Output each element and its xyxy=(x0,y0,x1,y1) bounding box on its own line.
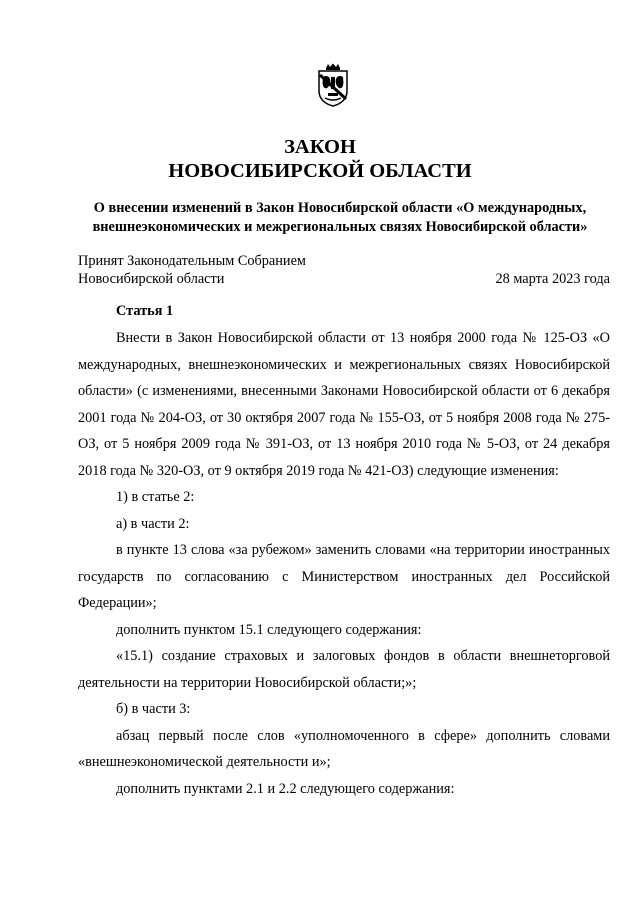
paragraph: б) в части 3: xyxy=(116,701,191,717)
paragraph: дополнить пунктами 2.1 и 2.2 следующего содержания: xyxy=(116,780,455,797)
adoption-line-2: Новосибирской области xyxy=(78,271,225,287)
adoption-date: 28 марта 2023 года xyxy=(495,271,610,287)
law-subtitle: О внесении изменений в Закон Новосибирской области «О международных, внешнеэкономических и межрегиональных связях Новосибирской области» xyxy=(92,200,588,235)
adoption-line-1: Принят Законодательным Собранием xyxy=(78,253,306,269)
article-heading: Статья 1 xyxy=(116,303,174,319)
adoption-line-2-row xyxy=(78,270,610,288)
law-title-line1: ЗАКОН xyxy=(284,136,356,158)
paragraph: 1) в статье 2: xyxy=(116,489,195,505)
paragraph: Внести в Закон Новосибирской области от 13 ноября 2000 года № 125-ОЗ «О международных, внешнеэкономических и межрегиональных связях Новосибирской области» (с изменениями, внесенными Законами Новосибирской области от 6 декабря 2001 года № 204-ОЗ, от 30 октября 2007 года № 155-ОЗ, от 5 ноября 2008 года № 275-ОЗ, от 5 ноября 2009 года № 391-ОЗ, от 13 ноября 2010 года № 5-ОЗ, от 24 декабря 2018 года № 320-ОЗ, от 9 октября 2019 года № 421-ОЗ) следующие изменения: xyxy=(78,330,610,479)
paragraph: дополнить пунктом 15.1 следующего содержания: xyxy=(116,621,422,638)
paragraph: «15.1) создание страховых и залоговых фондов в области внешнеторговой деятельности на территории Новосибирской области;»; xyxy=(78,648,610,691)
paragraph: а) в части 2: xyxy=(116,515,190,532)
paragraph: в пункте 13 слова «за рубежом» заменить словами «на территории иностранных государств по согласованию с Министерством иностранных дел Российской Федерации»; xyxy=(78,542,610,611)
law-title xyxy=(0,135,640,183)
law-title-line2: НОВОСИБИРСКОЙ ОБЛАСТИ xyxy=(168,160,472,182)
paragraph: абзац первый после слов «уполномоченного в сфере» дополнить словами «внешнеэкономической деятельности и»; xyxy=(78,727,610,770)
article-body xyxy=(78,325,610,802)
coat-of-arms-icon xyxy=(317,63,349,107)
adoption-block xyxy=(78,252,610,288)
